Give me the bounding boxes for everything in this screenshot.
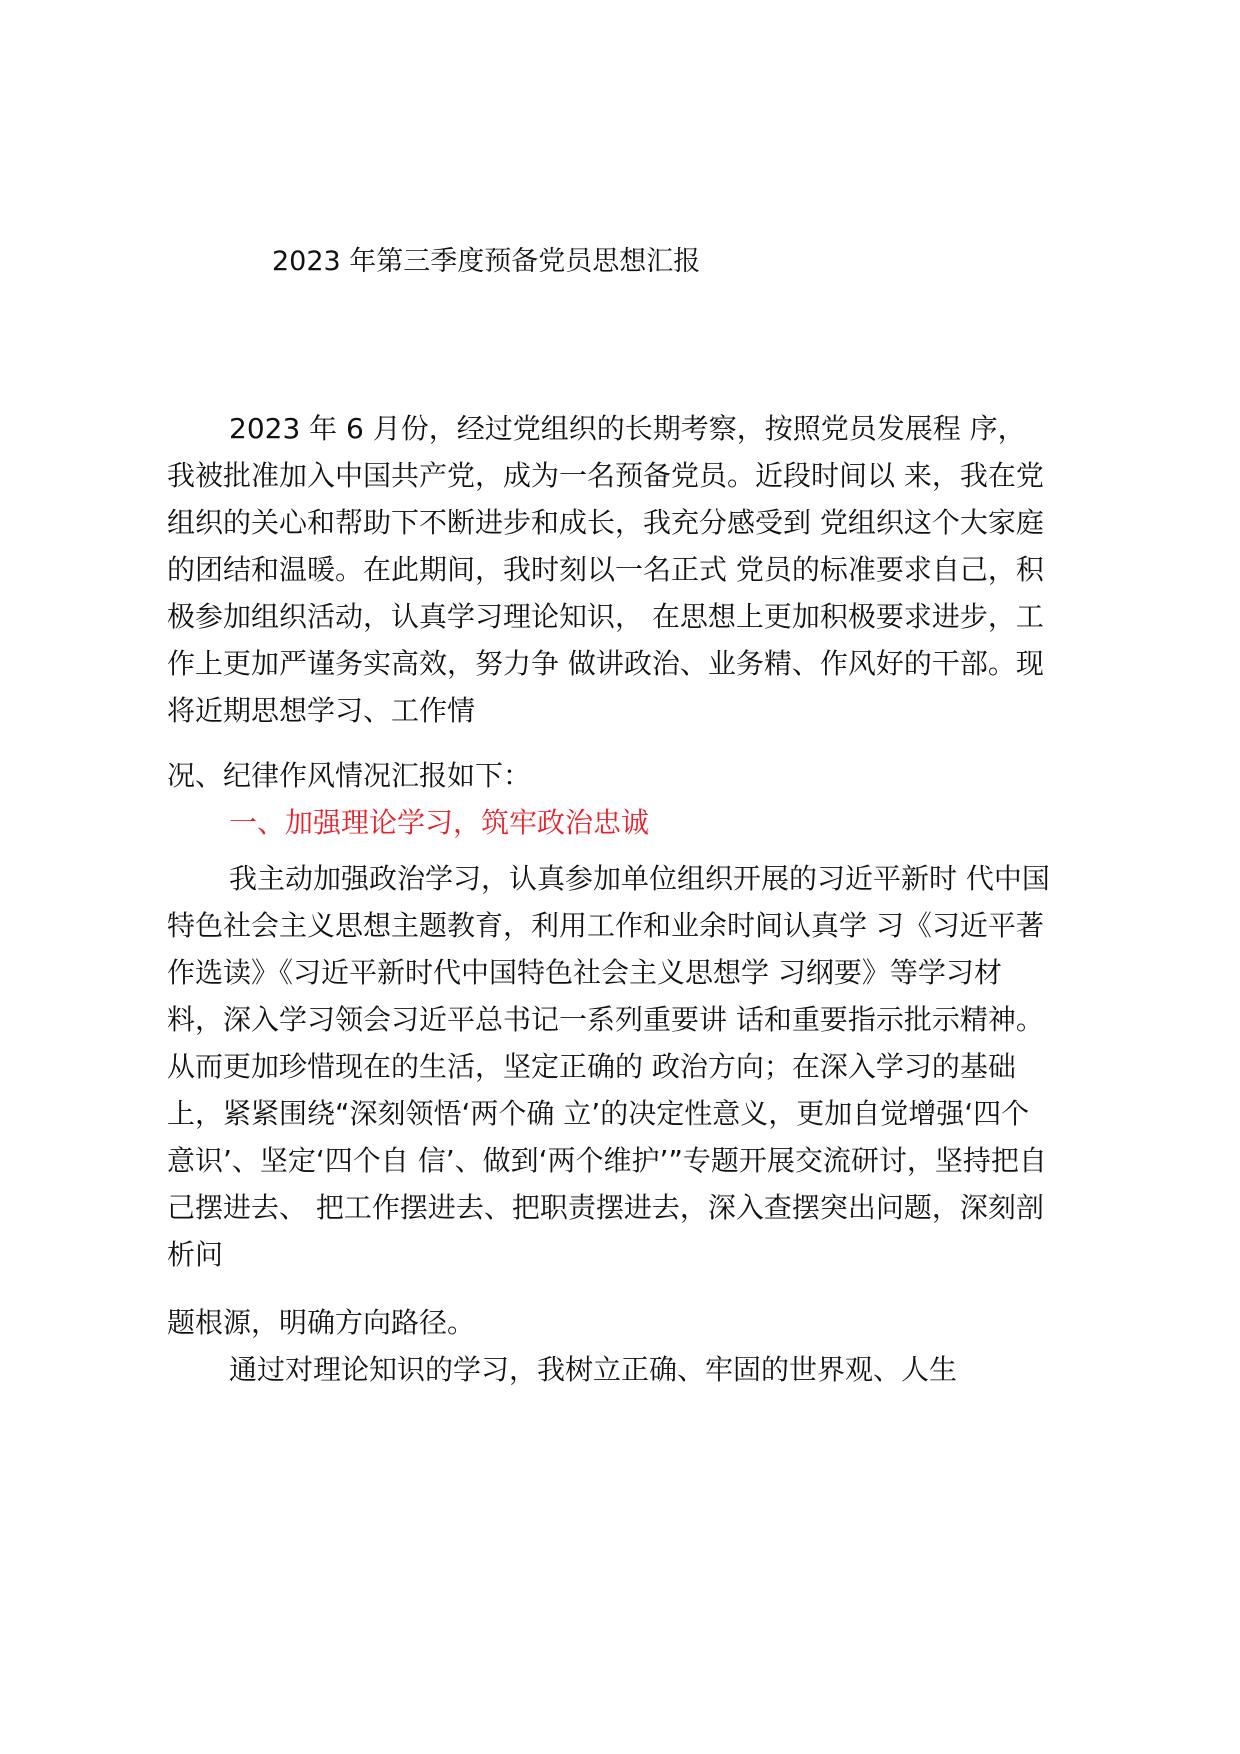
text-line: 我被批准加入中国共产党，成为一名预备党员。近段时间以 来，我在党: [167, 459, 1044, 492]
text-line: 通过对理论知识的学习，我树立正确、牢固的世界观、人生: [229, 1353, 958, 1386]
text-line: 料，深入学习领会习近平总书记一系列重要讲 话和重要指示批示精神。: [167, 1003, 1044, 1036]
text-line: 组织的关心和帮助下不断进步和成长，我充分感受到 党组织这个大家庭: [167, 506, 1044, 539]
paragraph-theory-study-continued: [167, 1299, 1097, 1393]
paragraph-intro: [167, 405, 1097, 734]
text-line: 析问: [167, 1238, 224, 1271]
text-line: 我主动加强政治学习，认真参加单位组织开展的习近平新时 代中国: [229, 862, 1050, 895]
text-line: 况、纪律作风情况汇报如下：: [167, 759, 532, 792]
text-line: 上，紧紧围绕“深刻领悟‘两个确 立’的决定性意义，更加自觉增强‘四个: [167, 1097, 1030, 1130]
text-line: 题根源，明确方向路径。: [167, 1306, 476, 1339]
text-line: 极参加组织活动，认真学习理论知识， 在思想上更加积极要求进步，工: [167, 600, 1044, 633]
document-title: 2023 年第三季度预备党员思想汇报: [272, 246, 701, 277]
text-line: 2023 年 6 月份，经过党组织的长期考察，按照党员发展程 序，: [229, 412, 1026, 445]
text-line: 己摆进去、 把工作摆进去、把职责摆进去，深入查摆突出问题，深刻剖: [167, 1191, 1044, 1224]
text-line: 作上更加严谨务实高效，努力争 做讲政治、业务精、作风好的干部。现: [167, 647, 1044, 680]
text-line: 从而更加珍惜现在的生活，坚定正确的 政治方向；在深入学习的基础: [167, 1050, 1016, 1083]
paragraph-theory-study: [167, 855, 1097, 1278]
paragraph-intro-continued: [167, 752, 1097, 846]
text-line: 的团结和温暖。在此期间，我时刻以一名正式 党员的标准要求自己，积: [167, 553, 1044, 586]
section-heading: 一、加强理论学习，筑牢政治忠诚: [229, 806, 650, 839]
text-line: 作选读》《习近平新时代中国特色社会主义思想学 习纲要》等学习材: [167, 956, 1002, 989]
text-line: 将近期思想学习、工作情: [167, 694, 476, 727]
text-line: 特色社会主义思想主题教育，利用工作和业余时间认真学 习《习近平著: [167, 909, 1044, 942]
text-line: 意识’、坚定‘四个自 信’、做到‘两个维护’”专题开展交流研讨，坚持把自: [167, 1144, 1047, 1177]
